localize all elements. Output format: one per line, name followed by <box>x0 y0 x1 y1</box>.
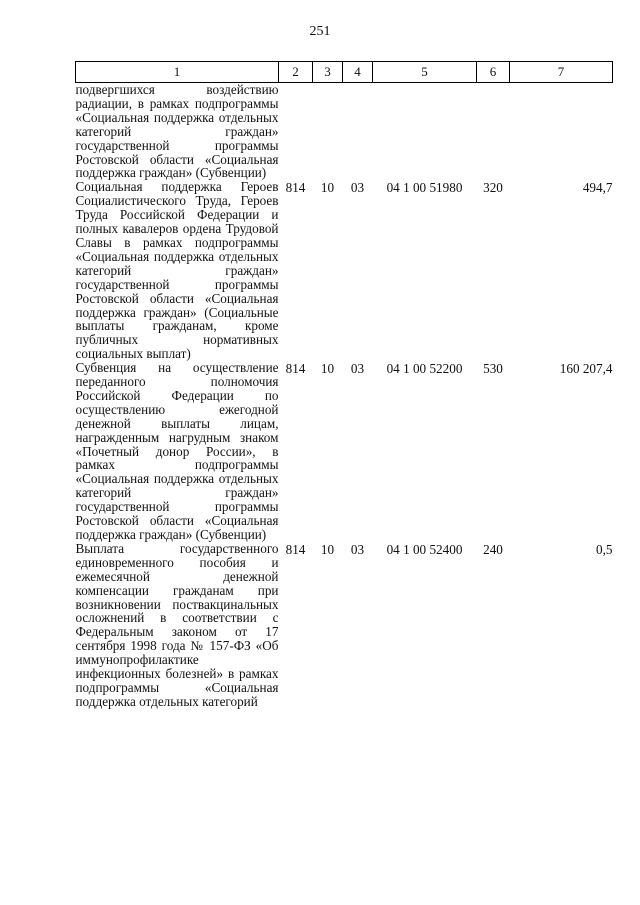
column-header-5: 5 <box>373 62 477 83</box>
table-header-row <box>76 62 613 83</box>
row-col-6: 240 <box>483 541 503 557</box>
table-row <box>76 542 613 709</box>
row-col-2 <box>279 83 313 181</box>
column-header-3: 3 <box>313 62 343 83</box>
row-amount: 160 207,4 <box>559 361 613 377</box>
row-col-4 <box>343 83 373 181</box>
row-col-5: 04 1 00 52200 <box>386 361 463 377</box>
row-description: Субвенция на осуществление переданного полномочия Российской Федерации по осуществлению ежегодной денежной выплаты лицам, награжденным нагрудным знаком «Почетный донор России», в рамках подпрограммы «Социальная поддержка отдельных категорий граждан» государственной программы Ростовской области «Социальная поддержка граждан» (Субвенции) <box>75 360 279 542</box>
page-number: 251 <box>309 24 331 39</box>
table-row <box>76 180 613 361</box>
table-row <box>76 361 613 542</box>
row-col-5: 04 1 00 51980 <box>386 180 463 196</box>
table-row <box>76 83 613 181</box>
budget-table <box>75 61 613 709</box>
column-header-2: 2 <box>279 62 313 83</box>
row-col-2: 814 <box>285 541 306 557</box>
row-col-3: 10 <box>320 361 335 377</box>
row-col-2: 814 <box>285 180 306 196</box>
row-col-3: 10 <box>320 541 335 557</box>
column-header-6: 6 <box>477 62 510 83</box>
row-description: Социальная поддержка Героев Социалистического Труда, Героев Труда Российской Федерации и полных кавалеров ордена Трудовой Славы в рамках подпрограммы «Социальная поддержка отдельных категорий граждан» государственной программы Ростовской области «Социальная поддержка граждан» (Социальные выплаты гражданам, кроме публичных нормативных социальных выплат) <box>75 179 279 362</box>
row-description: подвергшихся воздействию радиации, в рамках подпрограммы «Социальная поддержка отдельных категорий граждан» государственной программы Ростовской области «Социальная поддержка граждан» (Субвенции) <box>75 82 279 181</box>
row-col-6: 320 <box>483 180 503 196</box>
column-header-7: 7 <box>510 62 613 83</box>
row-col-5 <box>373 83 477 181</box>
row-amount: 0,5 <box>596 541 613 557</box>
row-amount <box>510 83 613 181</box>
row-col-3: 10 <box>320 180 335 196</box>
row-col-3 <box>313 83 343 181</box>
column-header-4: 4 <box>343 62 373 83</box>
row-amount: 494,7 <box>582 180 613 196</box>
row-col-4: 03 <box>350 180 365 196</box>
row-description: Выплата государственного единовременного пособия и ежемесячной денежной компенсации гражданам при возникновении поствакцинальных осложнений в соответствии с Федеральным законом от 17 сентября 1998 года № 157-ФЗ «Об иммунопрофилактике инфекционных болезней» в рамках подпрограммы «Социальная поддержка отдельных категорий <box>75 540 279 709</box>
column-header-1: 1 <box>76 62 279 83</box>
row-col-6: 530 <box>483 361 503 377</box>
row-col-4: 03 <box>350 541 365 557</box>
row-col-5: 04 1 00 52400 <box>386 541 463 557</box>
row-col-6 <box>477 83 510 181</box>
row-col-2: 814 <box>285 361 306 377</box>
row-col-4: 03 <box>350 361 365 377</box>
